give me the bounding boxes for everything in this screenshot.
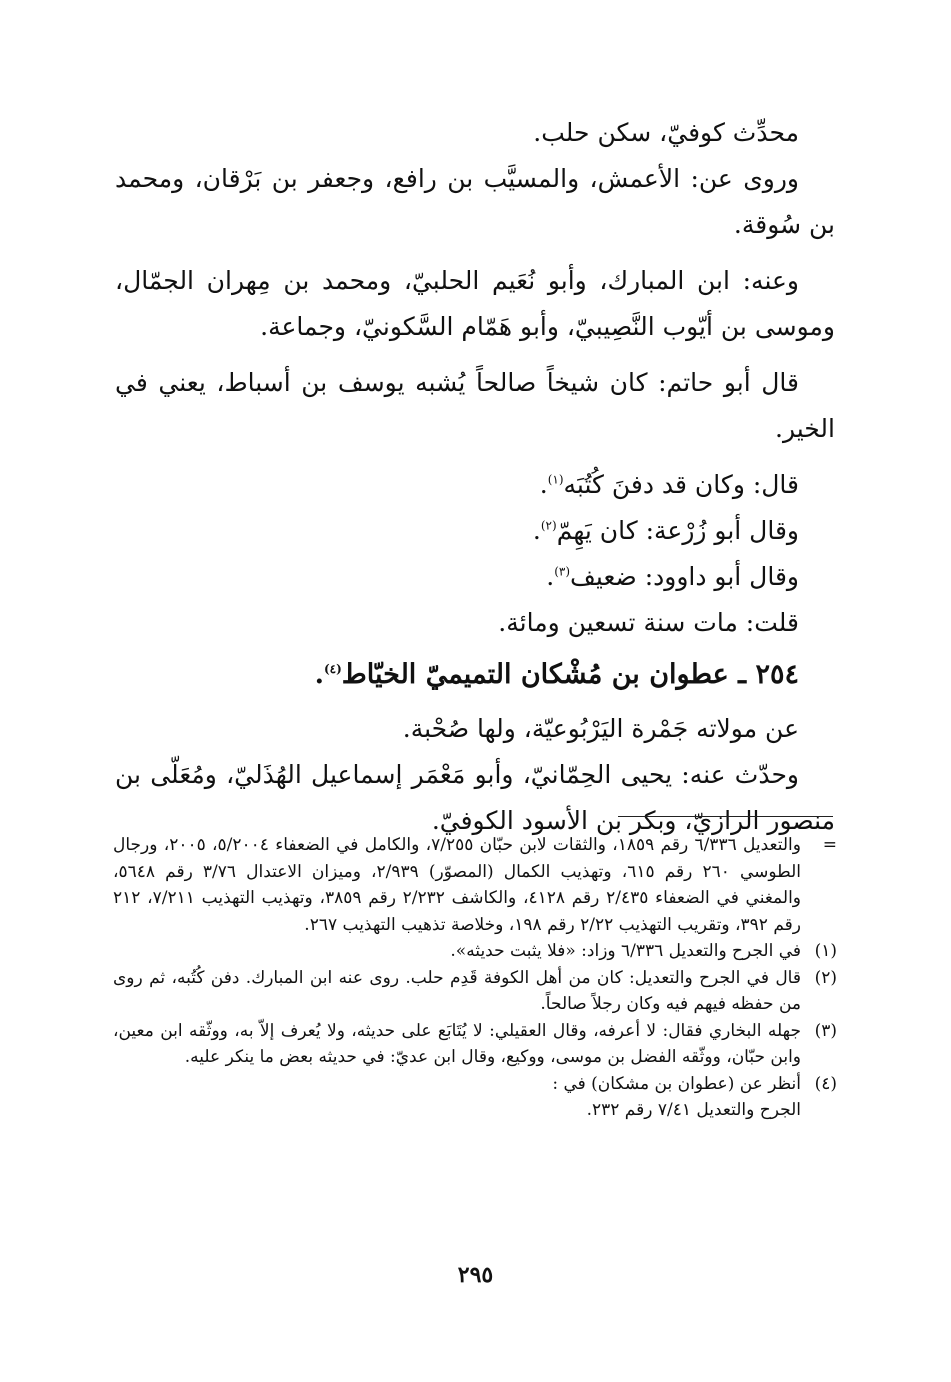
footnote-ref-4[interactable]: (٤)	[323, 662, 342, 676]
footnote-marker: (٢)	[814, 967, 837, 988]
footnote-marker: (٤)	[814, 1073, 837, 1094]
quote-end: .	[546, 562, 555, 591]
entry-heading-254	[115, 652, 799, 698]
footnote-continuation	[113, 832, 837, 938]
footnote-text-line-2: الجرح والتعديل ٧/٤١ رقم ٢٣٢.	[586, 1100, 801, 1120]
quote-text: وقال أبو داوود: ضعيف	[570, 562, 799, 591]
entry-title-text: ٢٥٤ ـ عطوان بن مُشْكان التميميّ الخيّاط	[341, 659, 799, 690]
page-number: ٢٩٥	[457, 1262, 494, 1288]
quote-death-year: قلت: مات سنة تسعين ومائة.	[498, 608, 799, 637]
footnote-text: قال في الجرح والتعديل: كان من أهل الكوفة قَدِم حلب. روى عنه ابن المبارك. دفن كُتُبه، ثم روى من حفظه فيهم فيه وكان رجلاً صالحاً.	[113, 967, 801, 1014]
paragraph-mawlat: عن مولاته جَمْرة اليَرْبُوعيّة، ولها صُحْبة.	[402, 714, 799, 743]
footnote-3	[113, 1018, 837, 1071]
paragraph-narrated-from: وروى عن: الأعمش، والمسيَّب بن رافع، وجعفر بن بَرْقان، ومحمد بن سُوقة.	[115, 164, 835, 239]
footnote-marker: (١)	[814, 941, 837, 961]
paragraph-origin: محدِّث كوفيّ، سكن حلب.	[533, 118, 799, 147]
footnote-2	[113, 965, 837, 1018]
entry-title-end: .	[314, 659, 324, 690]
footnote-4	[113, 1071, 837, 1124]
quote-text: قال: وكان قد دفنَ كُتُبَه	[563, 470, 799, 499]
footnote-ref-2[interactable]: (٢)	[540, 518, 557, 533]
footnote-text	[113, 1071, 801, 1124]
footnote-ref-3[interactable]: (٣)	[554, 564, 571, 579]
quote-end: .	[532, 516, 541, 545]
footnote-ref-1[interactable]: (١)	[547, 472, 564, 487]
quote-abu-dawud	[115, 554, 799, 600]
quote-buried-books	[115, 462, 799, 508]
quote-text: وقال أبو زُرْعة: كان يَهِمّ	[556, 516, 799, 545]
quote-end: .	[539, 470, 548, 499]
footnote-text-line-1: أنظر عن (عطوان بن مشكان) في :	[552, 1073, 801, 1094]
paragraph-abu-hatim: قال أبو حاتم: كان شيخاً صالحاً يُشبه يوسف بن أسباط، يعني في الخير.	[115, 368, 835, 443]
footnote-text: والتعديل ٦/٣٣٦ رقم ١٨٥٩، والثقات لابن حبّان ٧/٢٥٥، والكامل في الضعفاء ٥/٢٠٠٤، ٢٠٠٥، ورجال الطوسي ٢٦٠ رقم ٦١٥، وتهذيب الكمال (المصوّر) ٢/٩٣٩، وميزان الاعتدال ٣/٧٦ رقم ٥٦٤٨، والمغني في الضعفاء ٢/٤٣٥ رقم ٤١٢٨، والكاشف ٢/٢٣٢ رقم ٣٨٥٩، وتهذيب التهذيب ٧/٢١١، ٢١٢ رقم ٣٩٢، وتقريب التهذيب ٢/٢٢ رقم ١٩٨، وخلاصة تذهيب التهذيب ٢٦٧.	[113, 835, 802, 935]
footnote-1	[113, 938, 837, 965]
footnote-separator	[618, 816, 833, 817]
footnote-marker: =	[822, 835, 837, 855]
footnote-text: في الجرح والتعديل ٦/٣٣٦ وزاد: «فلا يثبت حديثه».	[450, 941, 801, 961]
footnotes-block	[113, 832, 837, 1124]
main-text-block	[115, 110, 835, 854]
footnote-marker: (٣)	[814, 1020, 837, 1041]
paragraph-narrators: وعنه: ابن المبارك، وأبو نُعَيم الحلبيّ، ومحمد بن مِهران الجمّال، وموسى بن أيّوب النَّصِيبيّ، وأبو هَمّام السَّكونيّ، وجماعة.	[115, 266, 835, 341]
footnote-text: جهله البخاري فقال: لا أعرفه، وقال العقيلي: لا يُتَابَع على حديثه، ولا يُعرف إلاّ به، ووثّقه ابن معين، وابن حبّان، ووثّقه الفضل بن موسى، ووكيع، وقال ابن عديّ: في حديثه بعض ما ينكر عليه.	[113, 1020, 801, 1067]
quote-abu-zura	[115, 508, 799, 554]
paragraph-narrated-by: وحدّث عنه: يحيى الحِمّانيّ، وأبو مَعْمَر إسماعيل الهُذَليّ، ومُعَلّى بن منصور الرازيّ، وبكر بن الأسود الكوفيّ.	[115, 760, 835, 835]
